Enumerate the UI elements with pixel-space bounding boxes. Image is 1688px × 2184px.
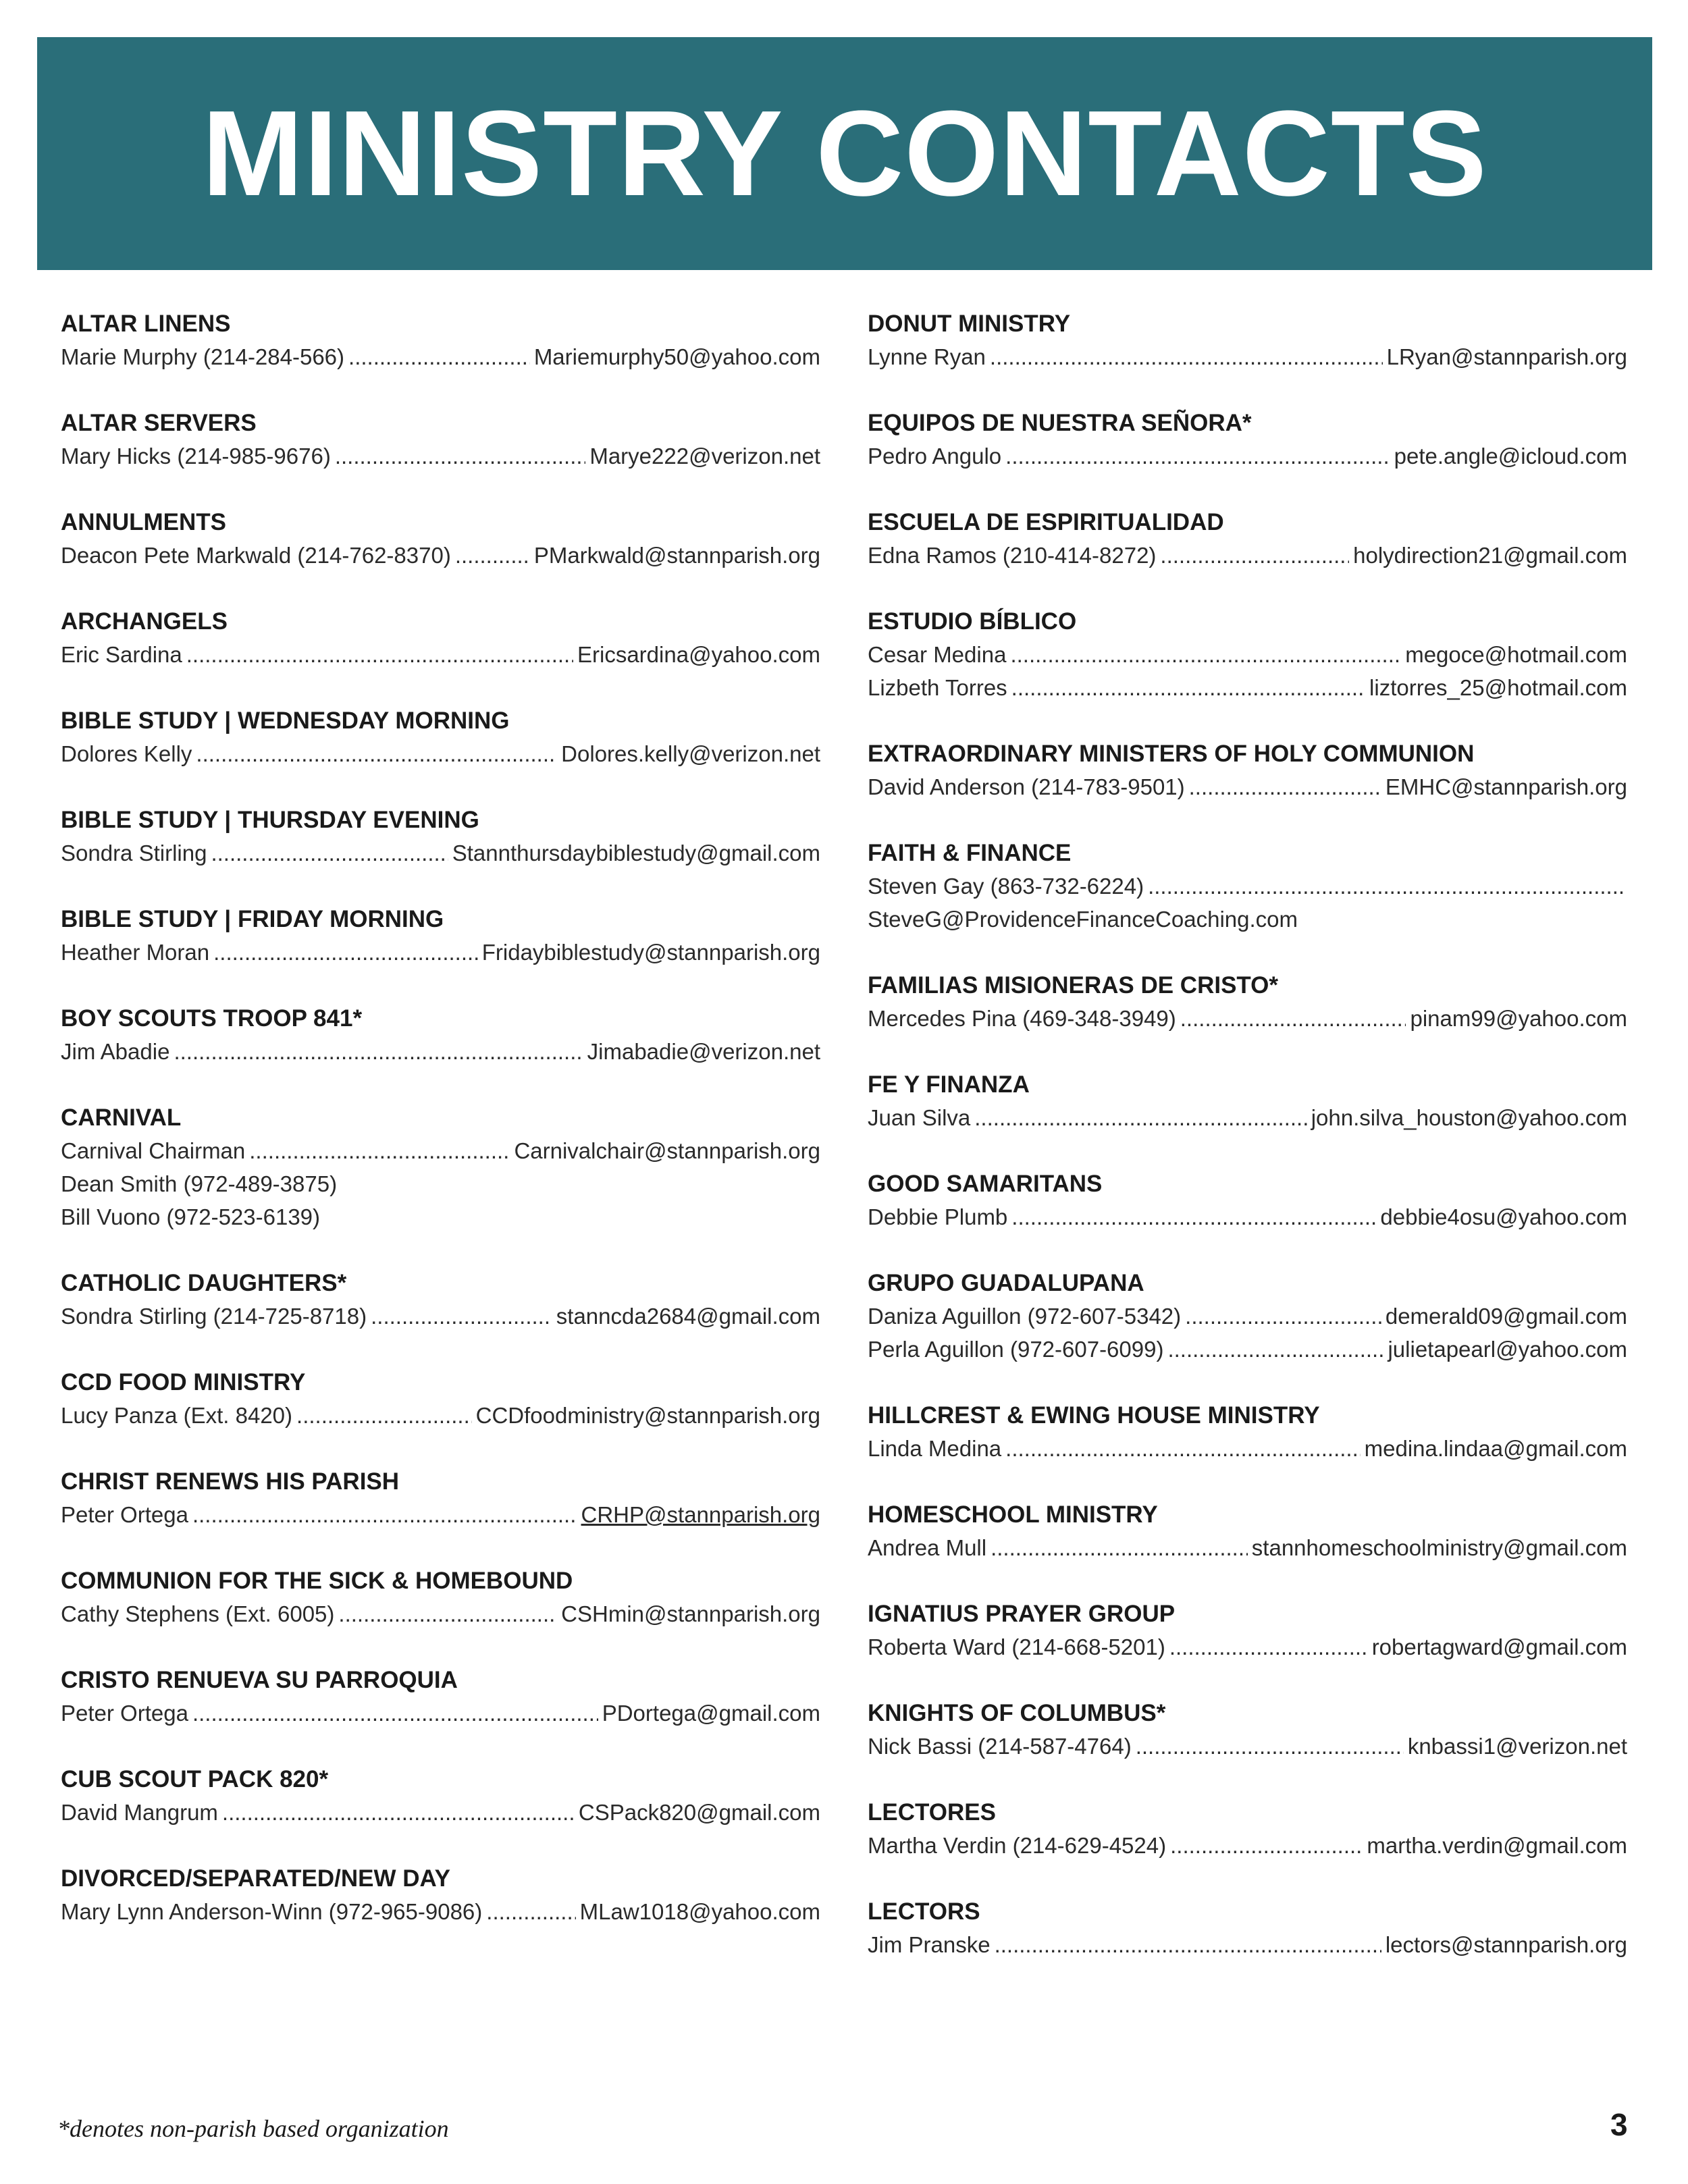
leader-dots bbox=[1170, 1829, 1363, 1862]
contact-name: Dean Smith (972-489-3875) bbox=[61, 1171, 338, 1196]
contact-line bbox=[61, 539, 820, 572]
contact-email-link[interactable]: stanncda2684@gmail.com bbox=[556, 1304, 820, 1329]
contact-name: Lizbeth Torres bbox=[868, 675, 1007, 700]
leader-dots bbox=[1160, 539, 1349, 572]
contact-email-link[interactable]: john.silva_houston@yahoo.com bbox=[1311, 1105, 1627, 1130]
contact-line bbox=[61, 1167, 820, 1200]
contact-email-link[interactable]: debbie4osu@yahoo.com bbox=[1380, 1204, 1627, 1229]
contact-email-link[interactable]: pinam99@yahoo.com bbox=[1410, 1006, 1627, 1031]
ministry-heading: IGNATIUS PRAYER GROUP bbox=[868, 1601, 1176, 1627]
ministry-cub-scout-pack-820 bbox=[61, 1763, 820, 1829]
contact-line bbox=[61, 340, 820, 373]
contact-name: Eric Sardina bbox=[61, 642, 182, 667]
contact-line bbox=[868, 1531, 1627, 1564]
ministry-hillcrest-ewing-house-ministry bbox=[868, 1399, 1627, 1465]
leader-dots bbox=[1167, 1333, 1383, 1366]
ministry-bible-study-wednesday-morning bbox=[61, 704, 820, 770]
leader-dots bbox=[192, 1697, 598, 1730]
contact-email-link[interactable]: Dolores.kelly@verizon.net bbox=[561, 741, 820, 766]
contact-name: Carnival Chairman bbox=[61, 1138, 246, 1163]
contact-email-link[interactable]: Carnivalchair@stannparish.org bbox=[514, 1138, 820, 1163]
ministry-extraordinary-ministers-of-holy-communion bbox=[868, 737, 1627, 803]
ministry-heading: CARNIVAL bbox=[61, 1104, 182, 1131]
contact-email-link[interactable]: megoce@hotmail.com bbox=[1405, 642, 1627, 667]
contact-line bbox=[868, 1730, 1627, 1763]
contact-line bbox=[61, 1697, 820, 1730]
leader-dots bbox=[991, 1531, 1248, 1564]
ministry-escuela-de-espiritualidad bbox=[868, 506, 1627, 572]
ministry-estudio-biblico bbox=[868, 605, 1627, 704]
leader-dots bbox=[296, 1399, 472, 1432]
leader-dots bbox=[455, 539, 530, 572]
ministry-catholic-daughters bbox=[61, 1267, 820, 1333]
ministry-heading: DONUT MINISTRY bbox=[868, 311, 1071, 337]
contact-name: Marie Murphy (214-284-566) bbox=[61, 344, 345, 369]
ministry-grupo-guadalupana bbox=[868, 1267, 1627, 1366]
contact-name: Lynne Ryan bbox=[868, 344, 986, 369]
contact-name: SteveG@ProvidenceFinanceCoaching.com bbox=[868, 907, 1298, 932]
contact-email-link[interactable]: Fridaybiblestudy@stannparish.org bbox=[481, 940, 820, 965]
leader-dots bbox=[196, 737, 557, 770]
contact-name: David Anderson (214-783-9501) bbox=[868, 774, 1185, 799]
contact-name: David Mangrum bbox=[61, 1800, 218, 1825]
ministry-annulments bbox=[61, 506, 820, 572]
contact-name: Pedro Angulo bbox=[868, 444, 1002, 469]
contact-line bbox=[61, 737, 820, 770]
ministry-heading: GOOD SAMARITANS bbox=[868, 1171, 1103, 1197]
contact-name: Dolores Kelly bbox=[61, 741, 192, 766]
leader-dots bbox=[338, 1597, 557, 1630]
contact-line bbox=[61, 1498, 820, 1531]
contact-line bbox=[61, 1200, 820, 1233]
contact-line bbox=[61, 1796, 820, 1829]
leader-dots bbox=[211, 836, 448, 870]
leader-dots bbox=[186, 638, 573, 671]
contact-line bbox=[61, 1035, 820, 1068]
contact-name: Jim Pranske bbox=[868, 1932, 991, 1957]
contact-line bbox=[61, 936, 820, 969]
contact-email-link[interactable]: Stannthursdaybiblestudy@gmail.com bbox=[452, 841, 820, 865]
contact-line bbox=[868, 1630, 1627, 1663]
contact-line bbox=[868, 1200, 1627, 1233]
contact-email-link[interactable]: CSHmin@stannparish.org bbox=[561, 1601, 820, 1626]
leader-dots bbox=[174, 1035, 583, 1068]
contact-email-link[interactable]: EMHC@stannparish.org bbox=[1385, 774, 1627, 799]
contact-email-link[interactable]: Marye222@verizon.net bbox=[589, 444, 820, 469]
ministry-carnival bbox=[61, 1101, 820, 1233]
ministry-heading: COMMUNION FOR THE SICK & HOMEBOUND bbox=[61, 1568, 573, 1594]
contact-name: Sondra Stirling bbox=[61, 841, 207, 865]
leader-dots bbox=[486, 1895, 575, 1928]
contact-name: Linda Medina bbox=[868, 1436, 1002, 1461]
ministry-heading: HOMESCHOOL MINISTRY bbox=[868, 1501, 1158, 1528]
leader-dots bbox=[1169, 1630, 1368, 1663]
ministry-heading: LECTORES bbox=[868, 1799, 996, 1826]
ministry-christ-renews-his-parish bbox=[61, 1465, 820, 1531]
contact-email-link[interactable]: martha.verdin@gmail.com bbox=[1367, 1833, 1627, 1858]
ministry-ignatius-prayer-group bbox=[868, 1597, 1627, 1663]
contact-email-link[interactable]: liztorres_25@hotmail.com bbox=[1369, 675, 1627, 700]
ministry-familias-misioneras-de-cristo bbox=[868, 969, 1627, 1035]
ministry-heading: CUB SCOUT PACK 820* bbox=[61, 1766, 329, 1792]
contact-email-link[interactable]: lectors@stannparish.org bbox=[1385, 1932, 1627, 1957]
ministry-heading: ARCHANGELS bbox=[61, 608, 228, 635]
contact-email-link[interactable]: CCDfoodministry@stannparish.org bbox=[475, 1403, 820, 1428]
contact-name: Heather Moran bbox=[61, 940, 210, 965]
contact-line bbox=[868, 1101, 1627, 1134]
contact-email-link[interactable]: demerald09@gmail.com bbox=[1385, 1304, 1627, 1329]
contact-name: Mary Lynn Anderson-Winn (972-965-9086) bbox=[61, 1899, 483, 1924]
ministry-altar-linens bbox=[61, 307, 820, 373]
contact-email-link[interactable]: knbassi1@verizon.net bbox=[1407, 1734, 1627, 1759]
contact-line bbox=[61, 638, 820, 671]
contact-line bbox=[868, 903, 1627, 936]
leader-dots bbox=[1148, 870, 1623, 903]
contact-line bbox=[868, 870, 1627, 903]
contact-line bbox=[61, 836, 820, 870]
contact-line bbox=[868, 1002, 1627, 1035]
contact-name: Martha Verdin (214-629-4524) bbox=[868, 1833, 1167, 1858]
ministry-equipos-de-nuestra-senora bbox=[868, 406, 1627, 473]
ministry-heading: BIBLE STUDY | FRIDAY MORNING bbox=[61, 906, 444, 932]
ministry-heading: KNIGHTS OF COLUMBUS* bbox=[868, 1700, 1166, 1726]
contact-email-link[interactable]: Ericsardina@yahoo.com bbox=[577, 642, 820, 667]
contact-line bbox=[868, 340, 1627, 373]
leader-dots bbox=[1180, 1002, 1406, 1035]
contact-line bbox=[61, 1300, 820, 1333]
contact-email-link[interactable]: Mariemurphy50@yahoo.com bbox=[533, 344, 820, 369]
leader-dots bbox=[995, 1928, 1381, 1961]
ministry-heading: CATHOLIC DAUGHTERS* bbox=[61, 1270, 347, 1296]
ministry-good-samaritans bbox=[868, 1167, 1627, 1233]
contact-email-link[interactable]: stannhomeschoolministry@gmail.com bbox=[1251, 1535, 1627, 1560]
ministry-heading: ALTAR LINENS bbox=[61, 311, 231, 337]
ministry-communion-for-the-sick-homebound bbox=[61, 1564, 820, 1630]
leader-dots bbox=[1005, 1432, 1360, 1465]
ministry-archangels bbox=[61, 605, 820, 671]
contact-name: Edna Ramos (210-414-8272) bbox=[868, 543, 1157, 568]
contact-name: Deacon Pete Markwald (214-762-8370) bbox=[61, 543, 451, 568]
page-number: 3 bbox=[1610, 2107, 1628, 2142]
ministry-heading: HILLCREST & EWING HOUSE MINISTRY bbox=[868, 1402, 1320, 1429]
footnote: *denotes non-parish based organization bbox=[57, 2115, 449, 2142]
ministry-heading: EXTRAORDINARY MINISTERS OF HOLY COMMUNION bbox=[868, 741, 1475, 767]
contact-email-link[interactable]: julietapearl@yahoo.com bbox=[1388, 1337, 1627, 1362]
ministry-divorced-separated-new-day bbox=[61, 1862, 820, 1928]
leader-dots bbox=[335, 440, 586, 473]
ministry-heading: LECTORS bbox=[868, 1898, 980, 1925]
contact-line bbox=[61, 1597, 820, 1630]
ministry-ccd-food-ministry bbox=[61, 1366, 820, 1432]
contact-name: Lucy Panza (Ext. 8420) bbox=[61, 1403, 293, 1428]
contact-name: Andrea Mull bbox=[868, 1535, 987, 1560]
leader-dots bbox=[348, 340, 530, 373]
ministry-heading: ANNULMENTS bbox=[61, 509, 226, 535]
ministry-homeschool-ministry bbox=[868, 1498, 1627, 1564]
ministry-heading: FE Y FINANZA bbox=[868, 1071, 1030, 1098]
ministry-faith-finance bbox=[868, 836, 1627, 936]
contact-line bbox=[868, 1829, 1627, 1862]
ministry-heading: BIBLE STUDY | THURSDAY EVENING bbox=[61, 807, 479, 833]
ministry-altar-servers bbox=[61, 406, 820, 473]
contact-email-link[interactable]: PMarkwald@stannparish.org bbox=[533, 543, 820, 568]
contact-line bbox=[868, 638, 1627, 671]
contact-name: Peter Ortega bbox=[61, 1701, 188, 1726]
contact-name: Bill Vuono (972-523-6139) bbox=[61, 1204, 321, 1229]
contact-line bbox=[868, 770, 1627, 803]
ministry-heading: EQUIPOS DE NUESTRA SEÑORA* bbox=[868, 410, 1252, 436]
page-title: MINISTRY CONTACTS bbox=[202, 85, 1487, 221]
right-column bbox=[868, 307, 1627, 1994]
contact-line bbox=[868, 539, 1627, 572]
ministry-cristo-renueva-su-parroquia bbox=[61, 1663, 820, 1730]
contact-line bbox=[61, 1399, 820, 1432]
contact-name: Juan Silva bbox=[868, 1105, 971, 1130]
contact-email-link[interactable]: MLaw1018@yahoo.com bbox=[579, 1899, 820, 1924]
contact-name: Mary Hicks (214-985-9676) bbox=[61, 444, 331, 469]
contact-email-link[interactable]: Jimabadie@verizon.net bbox=[587, 1039, 820, 1064]
ministry-heading: ALTAR SERVERS bbox=[61, 410, 257, 436]
contact-email-link[interactable]: medina.lindaa@gmail.com bbox=[1364, 1436, 1627, 1461]
contact-line bbox=[868, 1300, 1627, 1333]
contact-name: Mercedes Pina (469-348-3949) bbox=[868, 1006, 1176, 1031]
ministry-donut-ministry bbox=[868, 307, 1627, 373]
leader-dots bbox=[213, 936, 478, 969]
ministry-heading: ESCUELA DE ESPIRITUALIDAD bbox=[868, 509, 1224, 535]
contact-name: Debbie Plumb bbox=[868, 1204, 1008, 1229]
leader-dots bbox=[1136, 1730, 1404, 1763]
ministry-heading: ESTUDIO BÍBLICO bbox=[868, 608, 1077, 635]
contact-line bbox=[61, 1134, 820, 1167]
leader-dots bbox=[974, 1101, 1307, 1134]
leader-dots bbox=[990, 340, 1383, 373]
ministry-heading: CCD FOOD MINISTRY bbox=[61, 1369, 306, 1395]
leader-dots bbox=[1011, 671, 1365, 704]
leader-dots bbox=[371, 1300, 552, 1333]
ministry-heading: FAITH & FINANCE bbox=[868, 840, 1072, 866]
contact-email-link[interactable]: PDortega@gmail.com bbox=[602, 1701, 820, 1726]
contact-line bbox=[61, 1895, 820, 1928]
ministry-heading: CHRIST RENEWS HIS PARISH bbox=[61, 1468, 400, 1495]
contact-email-link[interactable]: CSPack820@gmail.com bbox=[578, 1800, 820, 1825]
contact-line bbox=[868, 1432, 1627, 1465]
leader-dots bbox=[1010, 638, 1401, 671]
contact-name: Daniza Aguillon (972-607-5342) bbox=[868, 1304, 1182, 1329]
contact-line bbox=[868, 671, 1627, 704]
contact-name: Steven Gay (863-732-6224) bbox=[868, 874, 1144, 899]
leader-dots bbox=[1185, 1300, 1381, 1333]
ministry-heading: CRISTO RENUEVA SU PARROQUIA bbox=[61, 1667, 458, 1693]
contact-name: Nick Bassi (214-587-4764) bbox=[868, 1734, 1132, 1759]
contact-name: Jim Abadie bbox=[61, 1039, 170, 1064]
ministry-lectores bbox=[868, 1796, 1627, 1862]
contact-email-link[interactable]: LRyan@stannparish.org bbox=[1386, 344, 1627, 369]
ministry-bible-study-friday-morning bbox=[61, 903, 820, 969]
ministry-heading: DIVORCED/SEPARATED/NEW DAY bbox=[61, 1865, 450, 1892]
leader-dots bbox=[192, 1498, 577, 1531]
ministry-boy-scouts-troop-841 bbox=[61, 1002, 820, 1068]
contact-email-link[interactable]: holydirection21@gmail.com bbox=[1353, 543, 1627, 568]
contact-line bbox=[61, 440, 820, 473]
ministry-heading: BIBLE STUDY | WEDNESDAY MORNING bbox=[61, 708, 510, 734]
contact-name: Cathy Stephens (Ext. 6005) bbox=[61, 1601, 335, 1626]
ministry-lectors bbox=[868, 1895, 1627, 1961]
contact-name: Perla Aguillon (972-607-6099) bbox=[868, 1337, 1164, 1362]
contact-line bbox=[868, 1333, 1627, 1366]
contact-line bbox=[868, 440, 1627, 473]
leader-dots bbox=[1189, 770, 1381, 803]
contact-name: Sondra Stirling (214-725-8718) bbox=[61, 1304, 367, 1329]
leader-dots bbox=[249, 1134, 510, 1167]
leader-dots bbox=[222, 1796, 575, 1829]
ministry-heading: BOY SCOUTS TROOP 841* bbox=[61, 1005, 363, 1032]
ministry-bible-study-thursday-evening bbox=[61, 803, 820, 870]
ministry-knights-of-columbus bbox=[868, 1697, 1627, 1763]
leader-dots bbox=[1005, 440, 1390, 473]
contact-name: Roberta Ward (214-668-5201) bbox=[868, 1634, 1165, 1659]
contact-name: Peter Ortega bbox=[61, 1502, 188, 1527]
contact-email-link[interactable]: robertagward@gmail.com bbox=[1371, 1634, 1627, 1659]
contact-line bbox=[868, 1928, 1627, 1961]
leader-dots bbox=[1011, 1200, 1376, 1233]
ministry-fe-y-finanza bbox=[868, 1068, 1627, 1134]
contact-name: Cesar Medina bbox=[868, 642, 1007, 667]
left-column bbox=[61, 307, 820, 1961]
contact-email-link[interactable]: CRHP@stannparish.org bbox=[581, 1502, 820, 1527]
contact-email-link[interactable]: pete.angle@icloud.com bbox=[1394, 444, 1627, 469]
ministry-heading: GRUPO GUADALUPANA bbox=[868, 1270, 1144, 1296]
title-banner bbox=[37, 37, 1652, 270]
ministry-heading: FAMILIAS MISIONERAS DE CRISTO* bbox=[868, 972, 1279, 998]
